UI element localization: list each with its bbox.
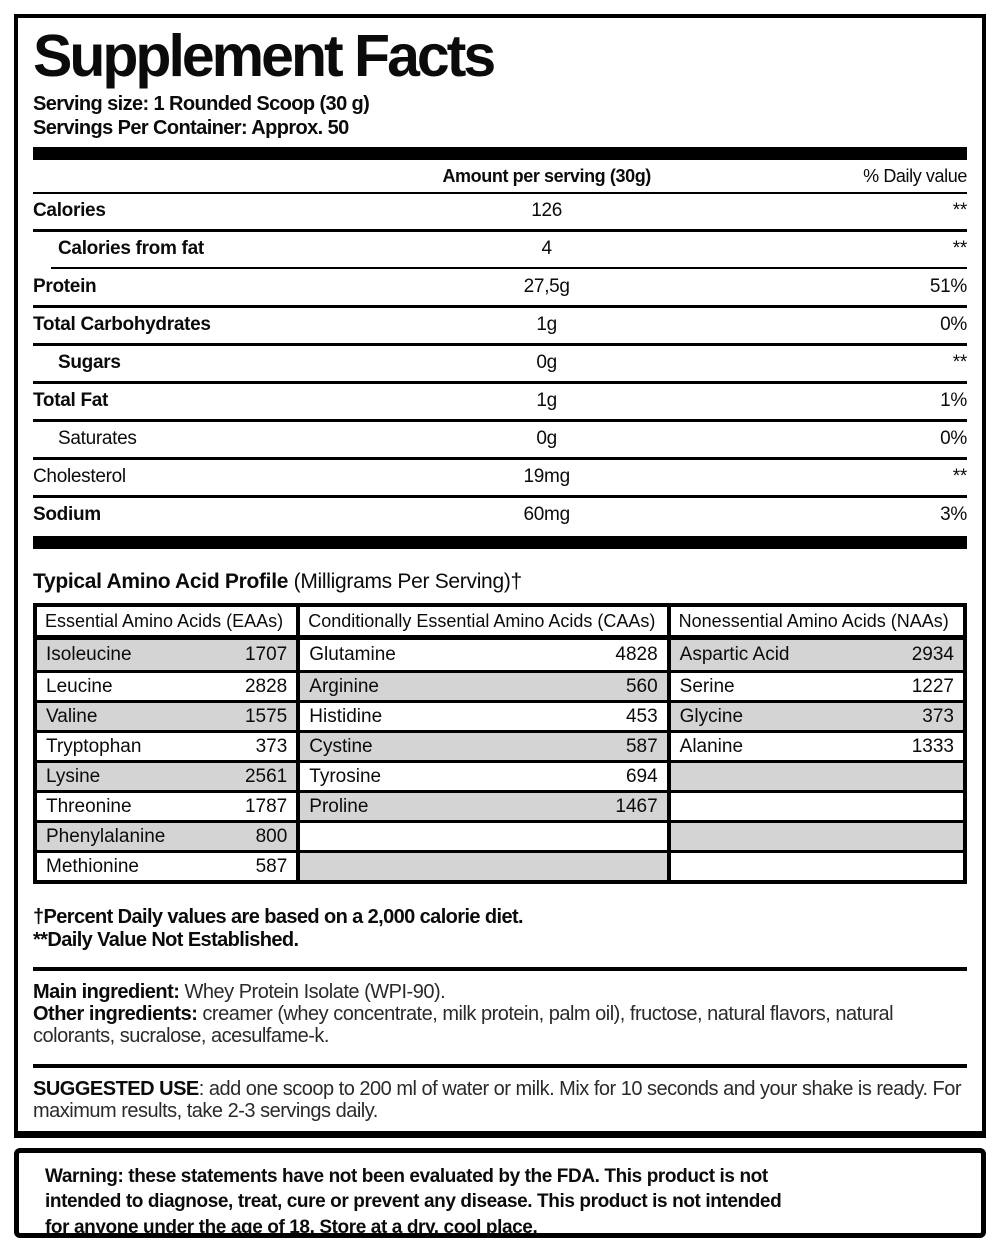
main-ingredient-text: Whey Protein Isolate (WPI-90). [179, 981, 446, 1004]
supplement-facts-panel [14, 14, 986, 1138]
amino-row [37, 790, 296, 820]
amino-row [300, 670, 666, 700]
nutrient-amount: 0g [536, 428, 557, 450]
nutrient-amount: 0g [536, 352, 557, 374]
nutrient-daily-value: ** [952, 466, 967, 488]
nutrient-name: Sugars [58, 352, 121, 374]
nutrient-amount: 27,5g [523, 276, 570, 298]
footnotes [33, 906, 967, 952]
nutrient-daily-value: 3% [940, 504, 967, 526]
nutrient-amount: 126 [531, 200, 563, 222]
amino-value: 1467 [615, 795, 658, 817]
amino-acid-table [33, 603, 967, 884]
amino-column-header: Essential Amino Acids (EAAs) [37, 607, 296, 640]
other-ingredients-text: creamer (whey concentrate, milk protein, palm oil), fructose, natural flavors, natural colorants, sucralose, acesulfame-k. [33, 1003, 894, 1048]
amino-name: Methionine [46, 855, 139, 877]
main-ingredient-label: Main ingredient: [33, 981, 180, 1004]
nutrient-daily-value: ** [952, 238, 967, 260]
nutrient-daily-value: ** [952, 352, 967, 374]
nutrient-name: Cholesterol [33, 466, 126, 488]
amino-value: 694 [625, 765, 658, 787]
footnote-daily-values: †Percent Daily values are based on a 2,000 calorie diet. [33, 906, 524, 929]
suggested-use-section [33, 1078, 967, 1122]
nutrient-name: Protein [33, 276, 97, 298]
amino-name: Phenylalanine [46, 825, 166, 847]
section-divider-bar [33, 147, 967, 160]
section-divider-rule [33, 1064, 967, 1068]
amino-row [300, 700, 666, 730]
amino-row [300, 730, 666, 760]
suggested-use-text: : add one scoop to 200 ml of water or milk. Mix for 10 seconds and your shake is ready. For maximum results, take 2-3 servings daily. [33, 1078, 962, 1123]
suggested-use-label: SUGGESTED USE [33, 1078, 199, 1101]
amino-row [37, 640, 296, 670]
amount-per-serving-header: Amount per serving (30g) [442, 166, 651, 187]
amino-name: Cystine [309, 735, 373, 757]
nutrient-name: Total Carbohydrates [33, 314, 211, 336]
amino-value: 1575 [244, 705, 288, 727]
nutrition-row-sugars [33, 343, 967, 381]
footnote-not-established: **Daily Value Not Established. [33, 929, 299, 952]
amino-column-caa [296, 607, 666, 880]
nutrient-daily-value: 0% [940, 314, 967, 336]
amino-name: Arginine [309, 675, 379, 697]
amino-row-empty [300, 850, 666, 880]
nutrient-amount: 1g [536, 314, 557, 336]
fda-warning-text: Warning: these statements have not been evaluated by the FDA. This product is not intended to diagnose, treat, cure or prevent any disease. This product is not intended for anyone under the age of 18. Store at a dry, cool place. [45, 1166, 782, 1238]
amino-name: Serine [679, 675, 735, 697]
amino-value: 587 [255, 855, 288, 877]
amino-value: 2561 [244, 765, 288, 787]
amino-row [671, 670, 963, 700]
nutrient-name: Total Fat [33, 390, 109, 412]
amino-value: 2828 [244, 675, 288, 697]
amino-row [37, 670, 296, 700]
amino-row-empty [300, 820, 666, 850]
nutrient-name: Sodium [33, 504, 101, 526]
amino-value: 4828 [615, 644, 658, 666]
amino-profile-title [33, 570, 967, 594]
amino-name: Aspartic Acid [679, 644, 790, 666]
amino-row [671, 700, 963, 730]
nutrition-row-saturates [33, 419, 967, 457]
ingredients-section [33, 981, 967, 1047]
nutrient-name: Saturates [58, 428, 137, 450]
amino-column-header: Nonessential Amino Acids (NAAs) [671, 607, 963, 640]
amino-name: Proline [309, 795, 369, 817]
nutrient-amount: 60mg [523, 504, 570, 526]
section-divider-bar [33, 536, 967, 549]
amino-value: 800 [255, 825, 288, 847]
other-ingredients-label: Other ingredients: [33, 1003, 198, 1026]
nutrient-daily-value: ** [952, 200, 967, 222]
amino-row [37, 730, 296, 760]
amino-row [671, 730, 963, 760]
amino-value: 1707 [244, 644, 288, 666]
amino-row-empty [671, 820, 963, 850]
amino-name: Tyrosine [309, 765, 382, 787]
nutrition-table [33, 194, 967, 533]
nutrition-row-calories-from-fat [33, 229, 967, 267]
amino-row [300, 790, 666, 820]
amino-row [671, 640, 963, 670]
nutrition-row-protein [33, 267, 967, 305]
nutrient-amount: 19mg [523, 466, 570, 488]
amino-name: Glutamine [309, 644, 396, 666]
amino-row-empty [671, 760, 963, 790]
amino-row [300, 760, 666, 790]
amino-column-naa [667, 607, 963, 880]
amino-column-header: Conditionally Essential Amino Acids (CAAs) [300, 607, 666, 640]
amino-name: Lysine [46, 765, 101, 787]
nutrition-row-sodium [33, 495, 967, 533]
nutrient-name: Calories from fat [58, 238, 204, 260]
amino-name: Glycine [679, 705, 744, 727]
panel-title: Supplement Facts [33, 23, 494, 89]
section-divider-rule [33, 967, 967, 971]
amino-name: Tryptophan [46, 735, 142, 757]
nutrition-row-total-carbohydrates [33, 305, 967, 343]
nutrient-daily-value: 0% [940, 428, 967, 450]
amino-row [300, 640, 666, 670]
amino-name: Threonine [46, 795, 132, 817]
amino-name: Leucine [46, 675, 113, 697]
nutrition-row-calories [33, 194, 967, 229]
amino-profile-title-bold: Typical Amino Acid Profile [33, 570, 289, 594]
amino-row [37, 850, 296, 880]
amino-name: Histidine [309, 705, 383, 727]
amino-value: 1333 [911, 735, 954, 757]
amino-value: 453 [625, 705, 658, 727]
amino-row-empty [671, 850, 963, 880]
nutrient-daily-value: 1% [940, 390, 967, 412]
nutrition-row-cholesterol [33, 457, 967, 495]
nutrient-amount: 4 [541, 238, 552, 260]
servings-per-container: Servings Per Container: Approx. 50 [33, 117, 349, 140]
amino-value: 2934 [911, 644, 954, 666]
nutrition-table-header [33, 160, 967, 194]
amino-value: 560 [625, 675, 658, 697]
serving-size: Serving size: 1 Rounded Scoop (30 g) [33, 93, 370, 116]
amino-profile-title-sub: (Milligrams Per Serving)† [288, 570, 522, 594]
nutrient-daily-value: 51% [929, 276, 967, 298]
amino-value: 1227 [911, 675, 954, 697]
amino-row [37, 700, 296, 730]
nutrition-row-total-fat [33, 381, 967, 419]
amino-name: Valine [46, 705, 98, 727]
amino-value: 587 [625, 735, 658, 757]
amino-name: Isoleucine [46, 644, 132, 666]
amino-value: 373 [255, 735, 288, 757]
amino-row-empty [671, 790, 963, 820]
fda-warning-box [14, 1148, 986, 1238]
amino-value: 1787 [244, 795, 288, 817]
daily-value-header: % Daily value [863, 166, 967, 187]
amino-column-eaa [37, 607, 296, 880]
nutrient-amount: 1g [536, 390, 557, 412]
amino-row [37, 820, 296, 850]
amino-name: Alanine [679, 735, 744, 757]
nutrient-name: Calories [33, 200, 106, 222]
amino-row [37, 760, 296, 790]
amino-value: 373 [922, 705, 954, 727]
